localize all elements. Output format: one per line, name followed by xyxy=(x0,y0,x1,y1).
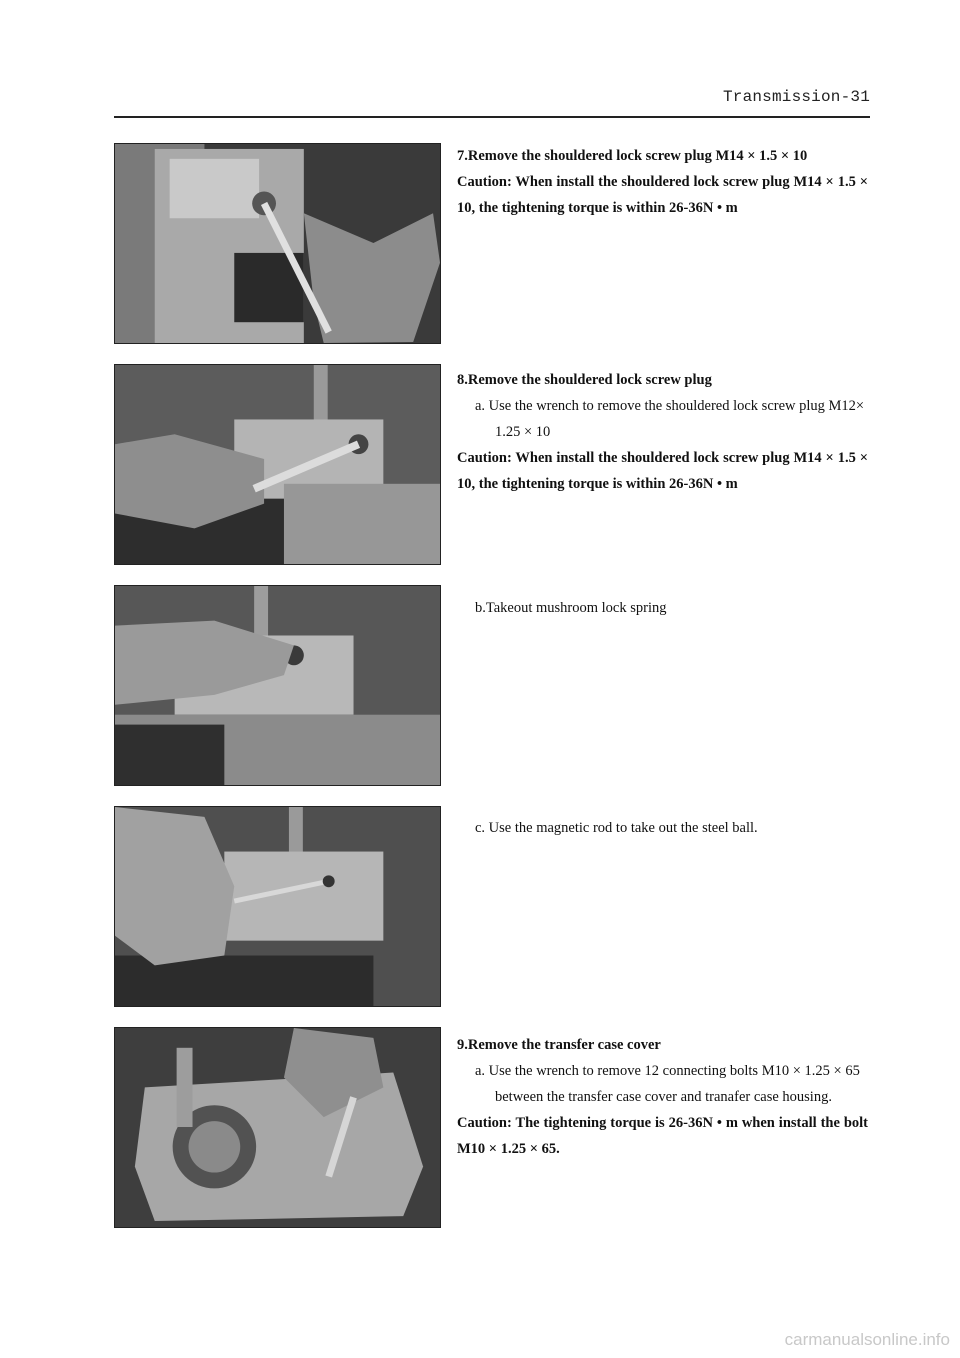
step-8-title: 8.Remove the shouldered lock screw plug xyxy=(457,372,712,388)
section-step-8c xyxy=(457,815,868,841)
photo-step-9 xyxy=(114,1027,441,1228)
step-9a-text-cont: between the transfer case cover and tranafer case housing. xyxy=(495,1089,832,1105)
step-9a-text: a. Use the wrench to remove 12 connecting bolts M10 × 1.25 × 65 xyxy=(475,1063,860,1079)
photo-step-8a xyxy=(114,364,441,565)
watermark: carmanualsonline.info xyxy=(784,1330,950,1349)
section-step-8b xyxy=(457,595,868,621)
photo-step-7 xyxy=(114,143,441,344)
section-step-7 xyxy=(457,143,868,221)
step-9-title: 9.Remove the transfer case cover xyxy=(457,1037,661,1053)
step-8a-text: a. Use the wrench to remove the shouldered lock screw plug M12× xyxy=(475,398,865,414)
step-8-caution: Caution: When install the shouldered lock screw plug M14 × 1.5 × 10, the tightening torque is within 26-36N • m xyxy=(457,450,868,492)
step-8a-text-cont: 1.25 × 10 xyxy=(495,424,551,440)
step-7-title: 7.Remove the shouldered lock screw plug M14 × 1.5 × 10 xyxy=(457,148,808,164)
step-8c-text: c. Use the magnetic rod to take out the steel ball. xyxy=(475,820,758,836)
step-7-caution: Caution: When install the shouldered lock screw plug M14 × 1.5 × 10, the tightening torque is within 26-36N • m xyxy=(457,174,868,216)
page-title: Transmission-31 xyxy=(722,88,870,106)
photo-step-8c xyxy=(114,806,441,1007)
header-divider xyxy=(114,116,870,118)
section-step-9 xyxy=(457,1032,868,1162)
photo-step-8b xyxy=(114,585,441,786)
step-9-caution: Caution: The tightening torque is 26-36N • m when install the bolt M10 × 1.25 × 65. xyxy=(457,1115,868,1157)
step-8b-text: b.Takeout mushroom lock spring xyxy=(475,600,667,616)
section-step-8 xyxy=(457,367,868,497)
